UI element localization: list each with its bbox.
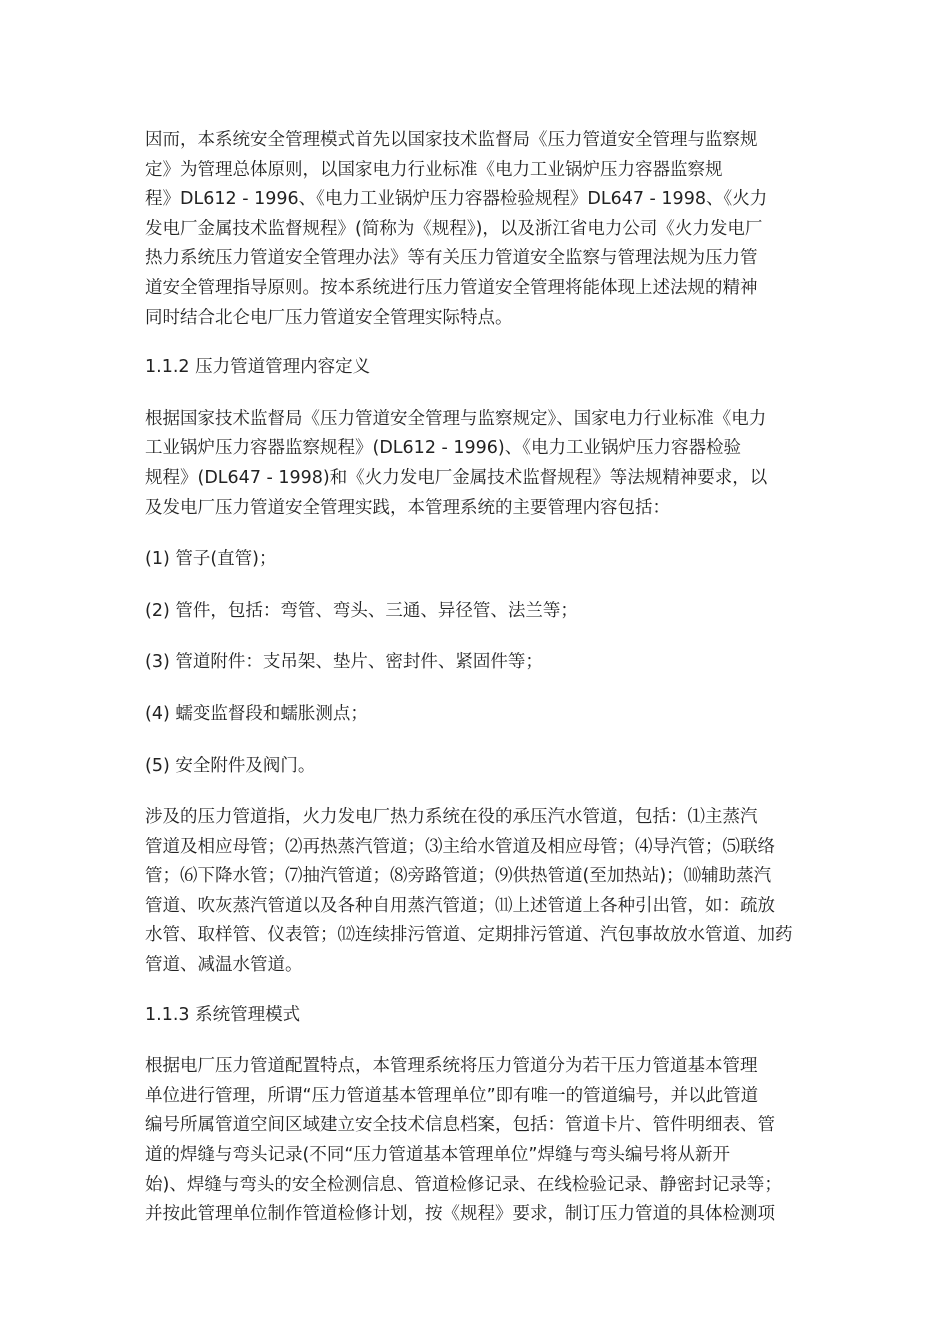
text-line: 始)、焊缝与弯头的安全检测信息、管道检修记录、在线检验记录、静密封记录等； [145, 1174, 782, 1195]
text-line: 根据国家技术监督局《压力管道安全管理与监察规定》、国家电力行业标准《电力 [145, 408, 767, 429]
text-line: 管道、吹灰蒸汽管道以及各种自用蒸汽管道；⑾上述管道上各种引出管，如：疏放 [145, 895, 775, 916]
paragraph-pipeline-scope [145, 803, 815, 981]
section-heading-1-1-3: 1.1.3 系统管理模式 [145, 1004, 301, 1025]
text-line: 定》为管理总体原则，以国家电力行业标准《电力工业锅炉压力容器监察规 [145, 159, 723, 180]
text-line: 规程》(DL647 - 1998)和《火力发电厂金属技术监督规程》等法规精神要求，以 [145, 467, 768, 488]
section-heading-1-1-2: 1.1.2 压力管道管理内容定义 [145, 357, 371, 378]
text-line: 发电厂金属技术监督规程》(简称为《规程》)，以及浙江省电力公司《火力发电厂 [145, 218, 763, 239]
text-line: 根据电厂压力管道配置特点，本管理系统将压力管道分为若干压力管道基本管理 [145, 1056, 758, 1077]
text-line: 管道及相应母管；⑵再热蒸汽管道；⑶主给水管道及相应母管；⑷导汽管；⑸联络 [145, 836, 775, 857]
text-line: 水管、取样管、仪表管；⑿连续排污管道、定期排污管道、汽包事故放水管道、加药 [145, 925, 793, 946]
list-item: (2) 管件，包括：弯管、弯头、三通、异径管、法兰等； [145, 600, 578, 621]
document-page [145, 126, 815, 1230]
text-line: 道安全管理指导原则。按本系统进行压力管道安全管理将能体现上述法规的精神 [145, 277, 758, 298]
list-item: (3) 管道附件：支吊架、垫片、密封件、紧固件等； [145, 652, 543, 673]
text-line: 管道、减温水管道。 [145, 955, 303, 976]
text-line: 涉及的压力管道指，火力发电厂热力系统在役的承压汽水管道，包括：⑴主蒸汽 [145, 807, 758, 828]
text-line: 同时结合北仑电厂压力管道安全管理实际特点。 [145, 307, 513, 328]
text-line: 因而，本系统安全管理模式首先以国家技术监督局《压力管道安全管理与监察规 [145, 130, 758, 150]
paragraph-management-content [145, 405, 815, 523]
text-line: 单位进行管理，所谓“压力管道基本管理单位”即有唯一的管道编号，并以此管道 [145, 1085, 759, 1106]
text-line: 编号所属管道空间区域建立安全技术信息档案，包括：管道卡片、管件明细表、管 [145, 1115, 775, 1136]
paragraph-system-management-mode [145, 1052, 815, 1230]
text-line: 及发电厂压力管道安全管理实践，本管理系统的主要管理内容包括： [145, 497, 670, 518]
list-item: (4) 蠕变监督段和蠕胀测点； [145, 703, 368, 724]
list-item: (5) 安全附件及阀门。 [145, 755, 316, 776]
text-line: 热力系统压力管道安全管理办法》等有关压力管道安全监察与管理法规为压力管 [145, 248, 758, 269]
text-line: 工业锅炉压力容器监察规程》(DL612 - 1996)、《电力工业锅炉压力容器检验 [145, 438, 742, 459]
list-item: (1) 管子(直管)； [145, 549, 277, 570]
paragraph-safety-principles [145, 126, 815, 333]
text-line: 道的焊缝与弯头记录(不同“压力管道基本管理单位”焊缝与弯头编号将从新开 [145, 1145, 730, 1166]
text-line: 并按此管理单位制作管道检修计划，按《规程》要求，制订压力管道的具体检测项 [145, 1204, 775, 1225]
text-line: 管；⑹下降水管；⑺抽汽管道；⑻旁路管道；⑼供热管道(至加热站)；⑽辅助蒸汽 [145, 866, 772, 887]
text-line: 程》DL612 - 1996、《电力工业锅炉压力容器检验规程》DL647 - 1998、《火力 [145, 189, 768, 210]
